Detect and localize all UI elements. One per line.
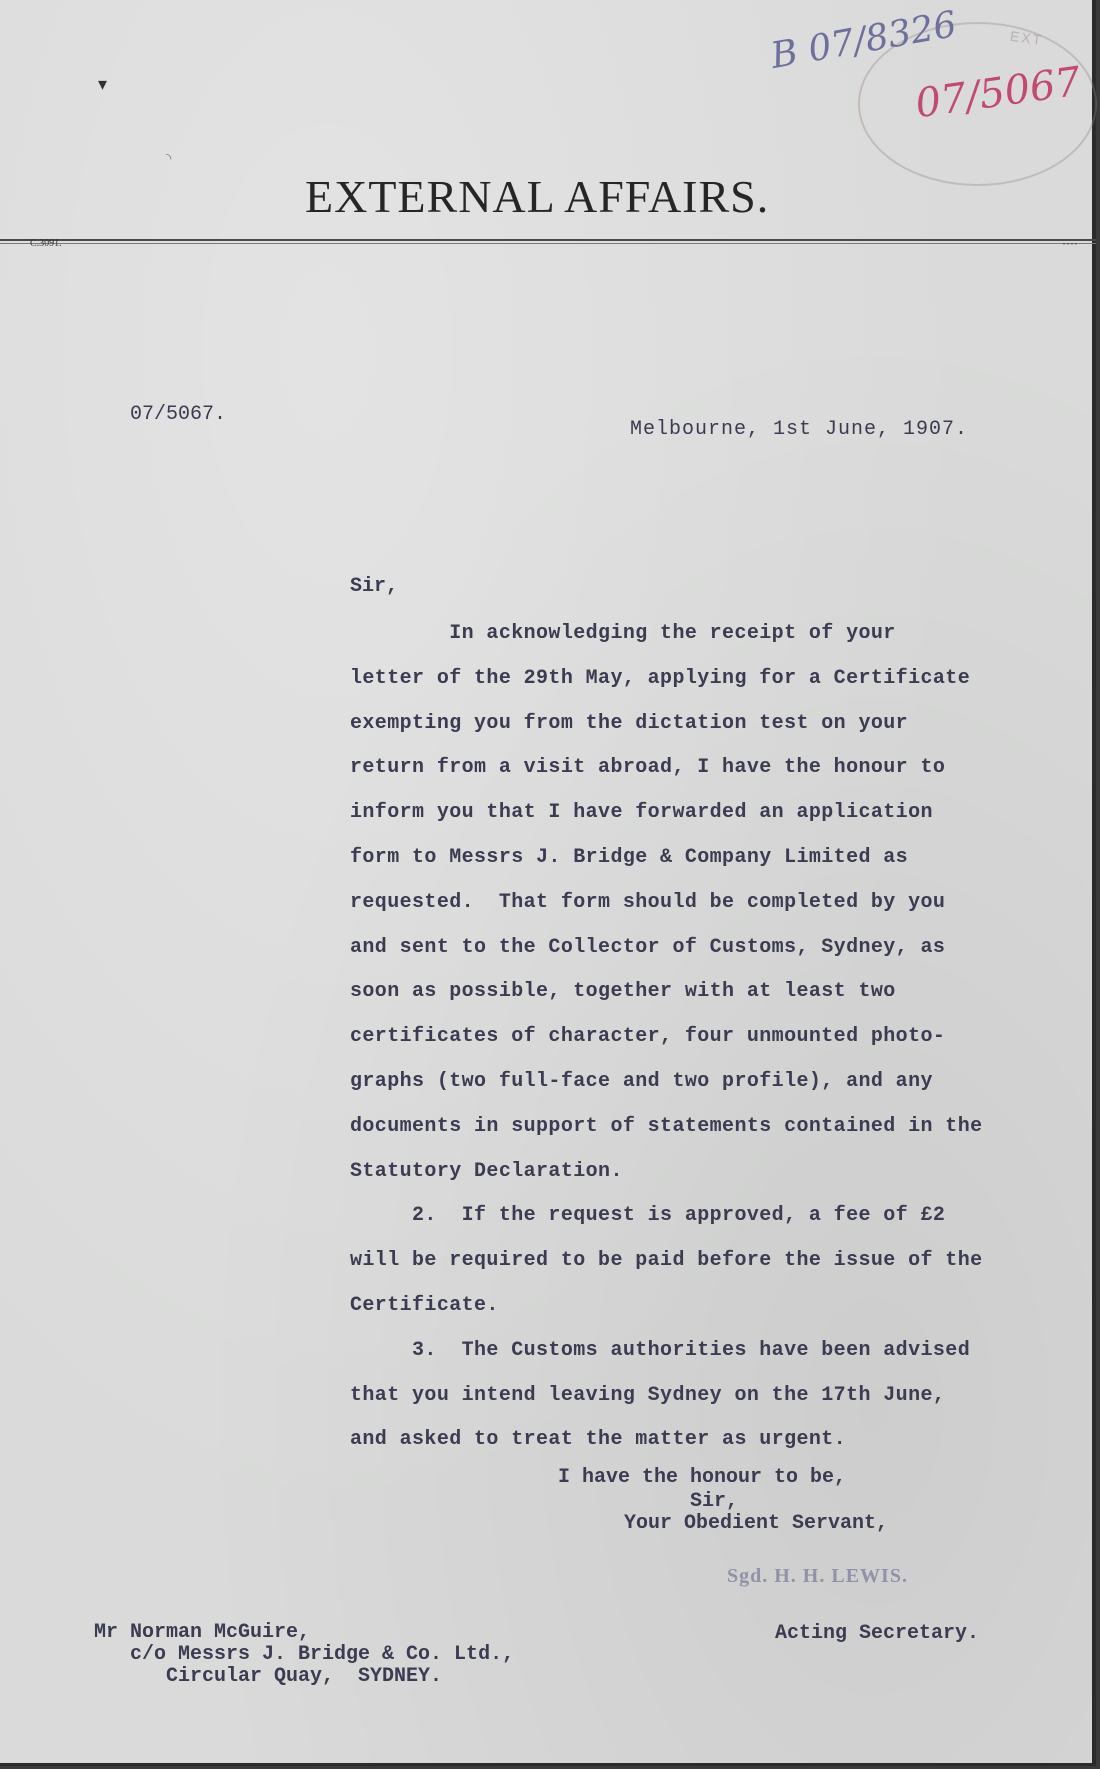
body-line: will be required to be paid before the issue of the [350, 1249, 983, 1273]
body-line: inform you that I have forwarded an application [350, 801, 933, 825]
department-heading: EXTERNAL AFFAIRS. [305, 171, 770, 222]
body-line: graphs (two full-face and two profile), and any [350, 1069, 933, 1093]
paper-mark: ▾ [98, 74, 108, 94]
closing-line: I have the honour to be, [558, 1466, 847, 1489]
body-line: In acknowledging the receipt of your [350, 622, 896, 645]
body-line: exempting you from the dictation test on your [350, 711, 909, 735]
body-line: and sent to the Collector of Customs, Sydney, as [350, 935, 946, 959]
letter-body [350, 612, 1050, 1463]
header-rule [0, 239, 1096, 241]
handwritten-file-number: 07/5067 [912, 58, 1084, 128]
addressee-line: Mr Norman McGuire, [94, 1621, 311, 1644]
paper-mark: ◝ [166, 150, 172, 166]
rule-dots: ···· [1062, 236, 1078, 250]
body-line: 3. The Customs authorities have been advised [350, 1338, 971, 1362]
body-line: requested. That form should be completed by you [350, 890, 946, 914]
closing-line: Sir, [690, 1490, 739, 1513]
body-line: Certificate. [350, 1293, 499, 1317]
body-line: Statutory Declaration. [350, 1159, 623, 1183]
header-rule-secondary [0, 243, 1096, 244]
body-line: documents in support of statements contained in the [350, 1114, 983, 1138]
body-line: soon as possible, together with at least two [350, 980, 896, 1004]
addressee-line: c/o Messrs J. Bridge & Co. Ltd., [94, 1643, 515, 1666]
form-code: C.3091. [30, 238, 62, 249]
body-line: and asked to treat the matter as urgent. [350, 1428, 847, 1452]
addressee-block [94, 1622, 514, 1688]
letter-reference: 07/5067. [130, 403, 227, 426]
body-line: letter of the 29th May, applying for a Certificate [350, 666, 971, 690]
body-line: form to Messrs J. Bridge & Company Limited as [350, 845, 909, 869]
letter-date: Melbourne, 1st June, 1907. [630, 418, 969, 441]
stamp-text: EXT [1009, 27, 1045, 49]
body-line: certificates of character, four unmounted photo- [350, 1025, 946, 1049]
body-line: return from a visit abroad, I have the honour to [350, 756, 946, 780]
closing-line: Your Obedient Servant, [624, 1512, 889, 1535]
salutation: Sir, [350, 575, 399, 598]
addressee-line: Circular Quay, SYDNEY. [94, 1665, 443, 1688]
body-line: that you intend leaving Sydney on the 17th June, [350, 1383, 946, 1407]
signatory-title: Acting Secretary. [775, 1622, 980, 1645]
body-line: 2. If the request is approved, a fee of £2 [350, 1204, 946, 1228]
signature: Sgd. H. H. LEWIS. [727, 1565, 908, 1587]
handwritten-reference: B 07/8326 [767, 4, 960, 77]
